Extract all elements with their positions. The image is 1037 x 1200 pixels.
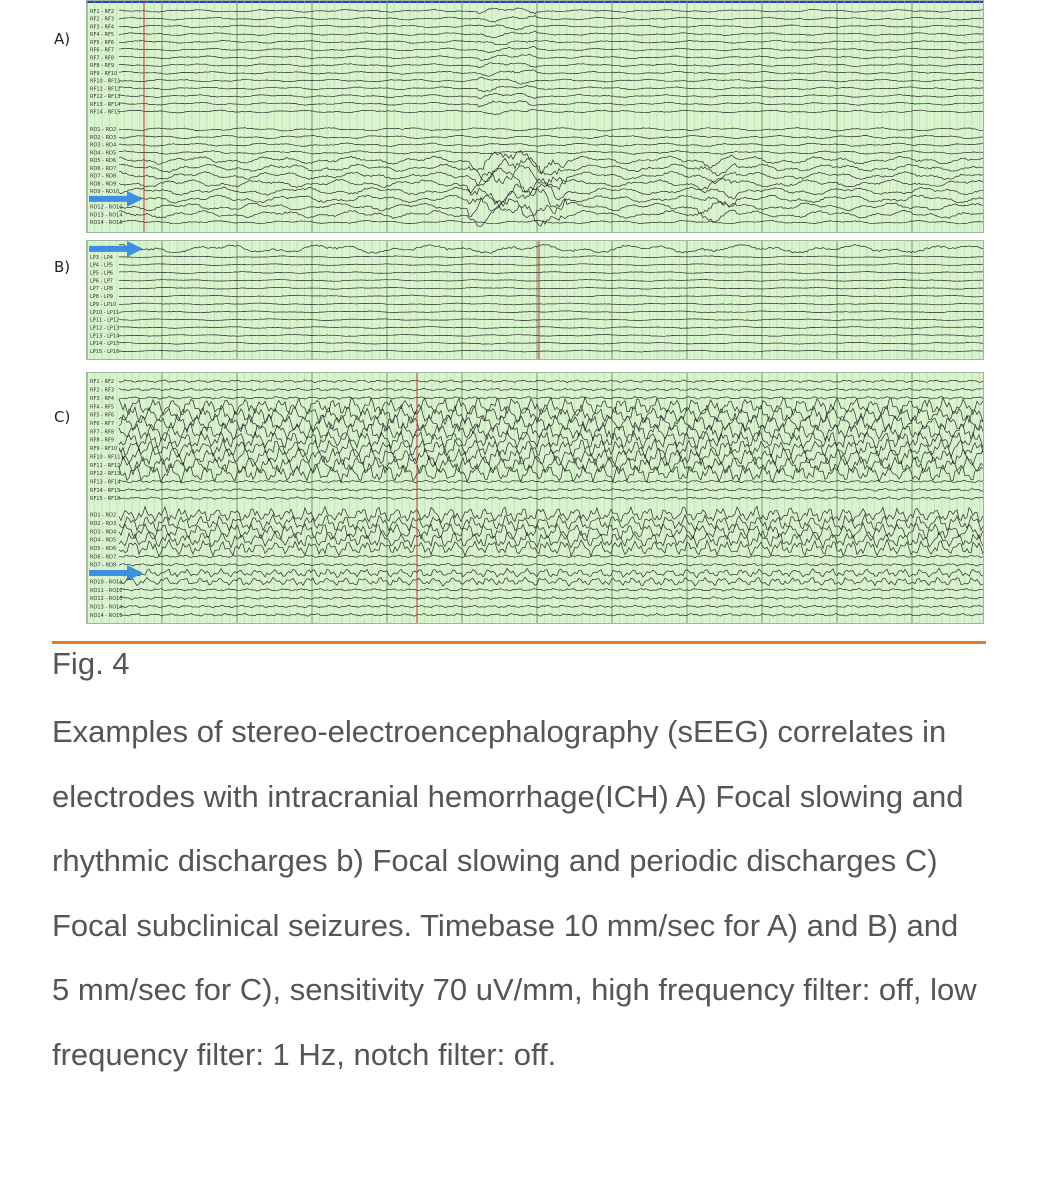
eeg-trace xyxy=(119,264,983,266)
channel-label: RO13 - RO14 xyxy=(90,604,123,611)
eeg-trace xyxy=(119,577,983,586)
eeg-trace xyxy=(119,8,983,14)
eeg-trace xyxy=(119,55,983,61)
eeg-trace xyxy=(119,31,983,38)
eeg-panel-a xyxy=(86,0,984,233)
channel-label: RO11 - RO12 xyxy=(90,587,123,594)
channel-label: RF12 - RF13 xyxy=(90,471,121,478)
eeg-traces-a xyxy=(87,1,983,232)
channel-label: RF6 - RF7 xyxy=(90,420,115,427)
channel-label: RO14 - RO15 xyxy=(90,612,123,619)
channel-label: RF11 - RF12 xyxy=(90,86,121,93)
channel-label: RF14 - RF15 xyxy=(90,109,121,116)
channel-label: RO3 - RO4 xyxy=(90,529,117,536)
channel-label: LP13 - LP14 xyxy=(90,333,120,340)
channel-label: RF9 - RF10 xyxy=(90,446,118,453)
channel-label: LP8 - LP9 xyxy=(90,294,113,301)
eeg-trace xyxy=(119,77,983,84)
channel-label: RF12 - RF13 xyxy=(90,94,121,101)
channel-label: RO10 - RO11 xyxy=(90,579,123,586)
channel-label: RF4 - RF5 xyxy=(90,32,115,39)
channel-label: RO2 - RO3 xyxy=(90,134,117,141)
channel-label: RO9 - RO10 xyxy=(90,189,120,196)
channel-label: RO13 - RO14 xyxy=(90,212,123,219)
channel-label: RF15 - RF16 xyxy=(90,496,121,503)
eeg-trace xyxy=(119,93,983,98)
eeg-trace xyxy=(119,588,983,591)
eeg-trace xyxy=(119,327,983,329)
eeg-trace xyxy=(119,151,983,155)
channel-label: RF11 - RF12 xyxy=(90,462,121,469)
eeg-trace xyxy=(119,128,983,131)
eeg-trace xyxy=(119,70,983,77)
eeg-traces-c xyxy=(87,373,983,623)
channel-label: RO12 - RO13 xyxy=(90,204,123,211)
channel-label: LP14 - LP15 xyxy=(90,341,120,348)
channel-label: LP11 - LP12 xyxy=(90,317,120,324)
eeg-trace xyxy=(119,16,983,23)
channel-label: RO3 - RO4 xyxy=(90,142,117,149)
eeg-trace xyxy=(119,319,983,321)
channel-label: RO7 - RO8 xyxy=(90,173,117,180)
panel-label-b: B) xyxy=(54,258,71,276)
caption-divider xyxy=(52,641,986,644)
channel-label: LP4 - LP5 xyxy=(90,262,113,269)
channel-label: RF1 - RF2 xyxy=(90,8,115,15)
channel-label: RO5 - RO6 xyxy=(90,158,117,165)
eeg-trace xyxy=(119,531,983,548)
channel-label: RO7 - RO8 xyxy=(90,562,117,569)
eeg-trace xyxy=(119,480,983,483)
eeg-trace xyxy=(119,85,983,92)
channel-label: RF2 - RF3 xyxy=(90,16,115,23)
panel-label-c: C) xyxy=(54,408,71,426)
channel-label: RO1 - RO2 xyxy=(90,127,117,134)
channel-label: RF13 - RF14 xyxy=(90,479,121,486)
eeg-panel-c xyxy=(86,372,984,624)
panel-label-a: A) xyxy=(54,30,71,48)
channel-label: RO12 - RO13 xyxy=(90,596,123,603)
eeg-trace xyxy=(119,135,983,138)
channel-label: RO2 - RO3 xyxy=(90,520,117,527)
channel-label: RF9 - RF10 xyxy=(90,70,118,77)
eeg-trace xyxy=(119,431,983,449)
channel-label: RF5 - RF6 xyxy=(90,412,115,419)
eeg-trace xyxy=(119,204,983,226)
eeg-traces-b xyxy=(87,241,983,359)
channel-label: LP12 - LP13 xyxy=(90,325,120,332)
channel-label: RF10 - RF11 xyxy=(90,454,121,461)
eeg-trace xyxy=(119,597,983,600)
eeg-trace xyxy=(119,497,983,500)
eeg-trace xyxy=(119,506,983,522)
channel-label: RO1 - RO2 xyxy=(90,512,117,519)
eeg-trace xyxy=(119,46,983,52)
eeg-trace xyxy=(119,540,983,557)
channel-label: LP15 - LP16 xyxy=(90,349,120,356)
channel-label: RO5 - RO6 xyxy=(90,545,117,552)
eeg-trace xyxy=(119,143,983,147)
eeg-trace xyxy=(119,380,983,383)
channel-label: RF1 - RF2 xyxy=(90,379,115,386)
eeg-trace xyxy=(119,613,983,616)
channel-label: RF6 - RF7 xyxy=(90,47,115,54)
eeg-trace xyxy=(119,25,983,30)
channel-label: LP6 - LP7 xyxy=(90,278,113,285)
channel-label: LP9 - LP10 xyxy=(90,301,117,308)
channel-label: RO14 - RO15 xyxy=(90,220,123,227)
channel-label: RF14 - RF15 xyxy=(90,487,121,494)
eeg-trace xyxy=(119,40,983,44)
eeg-trace xyxy=(119,110,983,115)
channel-label: LP7 - LP8 xyxy=(90,286,113,293)
eeg-trace xyxy=(119,388,983,391)
eeg-panel-b xyxy=(86,240,984,360)
channel-label: RF7 - RF8 xyxy=(90,55,115,62)
channel-label: RO8 - RO9 xyxy=(90,181,117,188)
figure-caption: Examples of stereo-electroencephalography (sEEG) correlates in electrodes with intracranial hemorrhage(ICH) A) Focal slowing and rhythmic discharges b) Focal slowing and periodic discharges C) Focal subclinical seizures. Timebase 10 mm/sec for A) and B) and 5 mm/sec for C), sensitivity 70 uV/mm, high frequency filter: off, low frequency filter: 1 Hz, notch filter: off. xyxy=(52,714,977,1072)
eeg-trace xyxy=(119,295,983,297)
eeg-trace xyxy=(119,63,983,68)
figure-label: Fig. 4 xyxy=(52,646,130,681)
eeg-trace xyxy=(119,342,983,344)
eeg-trace xyxy=(119,166,983,186)
channel-label: LP10 - LP11 xyxy=(90,309,120,316)
eeg-trace xyxy=(119,311,983,313)
eeg-trace xyxy=(119,563,983,566)
channel-label: RO4 - RO5 xyxy=(90,150,117,157)
eeg-trace xyxy=(119,272,983,274)
channel-label: RO6 - RO7 xyxy=(90,554,117,561)
channel-label: RF5 - RF6 xyxy=(90,39,115,46)
eeg-trace xyxy=(119,568,983,578)
channel-label: RF7 - RF8 xyxy=(90,429,115,436)
channel-label: RF8 - RF9 xyxy=(90,437,115,444)
eeg-trace xyxy=(119,397,983,416)
channel-label: RF3 - RF4 xyxy=(90,395,115,402)
channel-label: RO6 - RO7 xyxy=(90,165,117,172)
eeg-trace xyxy=(119,605,983,608)
channel-label: RF2 - RF3 xyxy=(90,387,115,394)
eeg-trace xyxy=(119,101,983,107)
eeg-trace xyxy=(119,244,983,253)
channel-label: RF4 - RF5 xyxy=(90,404,115,411)
eeg-trace xyxy=(119,256,983,258)
eeg-trace xyxy=(119,350,983,352)
channel-label: RF13 - RF14 xyxy=(90,101,121,108)
channel-label: RO4 - RO5 xyxy=(90,537,117,544)
eeg-trace xyxy=(119,334,983,336)
eeg-trace xyxy=(119,158,983,182)
eeg-trace xyxy=(119,220,983,223)
eeg-trace xyxy=(119,488,983,491)
channel-label: LP5 - LP6 xyxy=(90,270,113,277)
eeg-trace xyxy=(119,279,983,281)
channel-label: RF3 - RF4 xyxy=(90,24,115,31)
channel-label: RF10 - RF11 xyxy=(90,78,121,85)
eeg-trace xyxy=(119,555,983,558)
eeg-trace xyxy=(119,303,983,305)
eeg-trace xyxy=(119,287,983,289)
channel-label: LP3 - LP4 xyxy=(90,254,113,261)
channel-label: RF8 - RF9 xyxy=(90,63,115,70)
